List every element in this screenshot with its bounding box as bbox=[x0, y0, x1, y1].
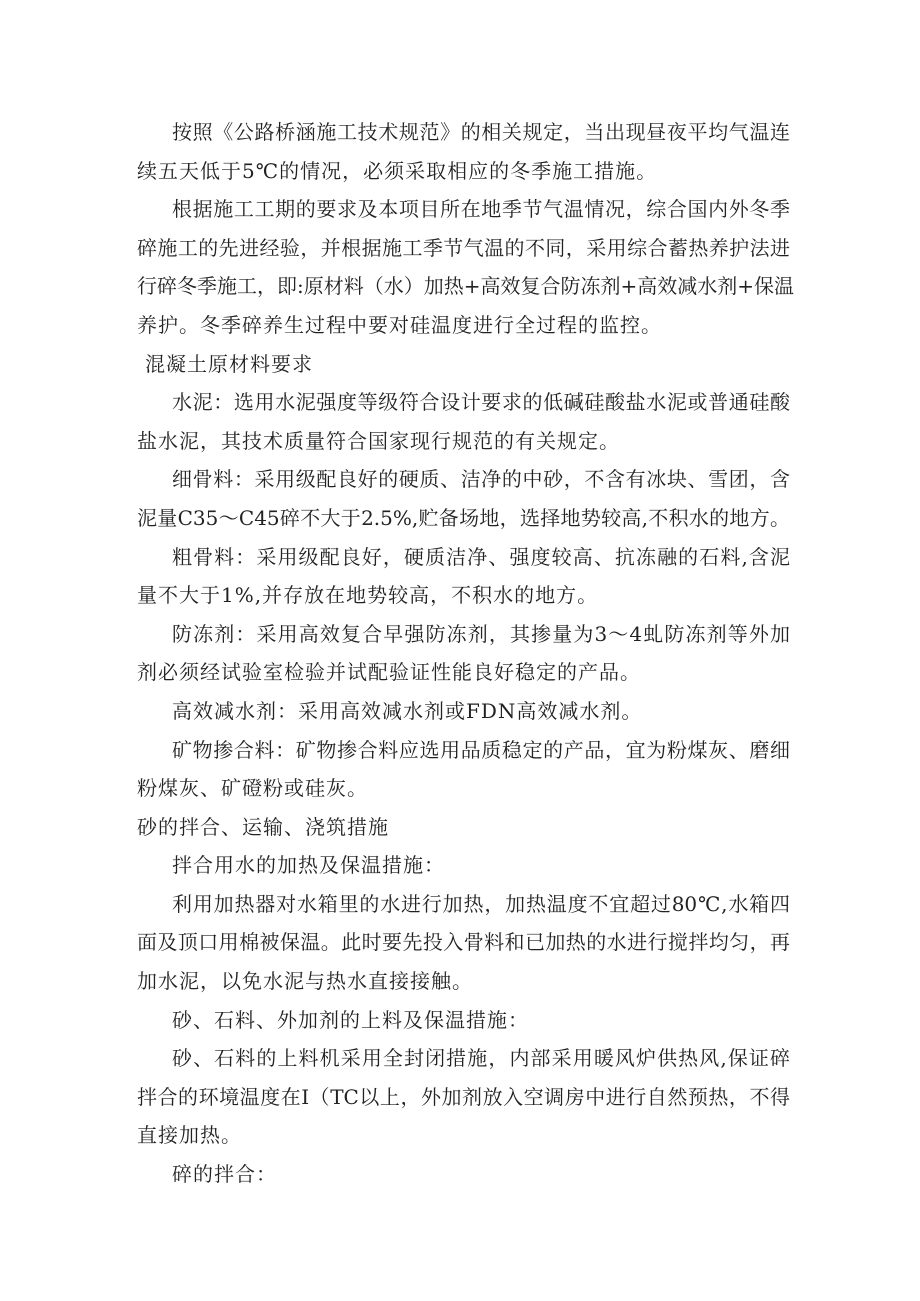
paragraph-line: 粗骨料：采用级配良好，硬质洁净、强度较高、抗冻融的石料,含泥 bbox=[172, 544, 790, 569]
section-heading: 混凝土原材料要求 bbox=[145, 351, 313, 376]
paragraph-line: 碎施工的先进经验，并根据施工季节气温的不同，采用综合蓄热养护法进 bbox=[137, 235, 790, 260]
paragraph-line: 碎的拌合： bbox=[172, 1162, 277, 1187]
section-heading: 砂的拌合、运输、浇筑措施 bbox=[137, 814, 389, 839]
paragraph-line: 高效减水剂：采用高效减水剂或FDN高效减水剂。 bbox=[172, 698, 643, 723]
paragraph-line: 盐水泥，其技术质量符合国家现行规范的有关规定。 bbox=[137, 428, 620, 453]
paragraph-line: 水泥：选用水泥强度等级符合设计要求的低碱硅酸盐水泥或普通硅酸 bbox=[172, 390, 790, 415]
paragraph-line: 量不大于1%,并存放在地势较高，不积水的地方。 bbox=[137, 583, 599, 608]
paragraph-line: 防冻剂：采用高效复合早强防冻剂，其掺量为3～4虬防冻剂等外加 bbox=[172, 621, 790, 646]
paragraph-line: 加水泥，以免水泥与热水直接接触。 bbox=[137, 969, 473, 994]
paragraph-line: 剂必须经试验室检验并试配验证性能良好稳定的产品。 bbox=[137, 660, 641, 685]
paragraph-line: 拌合用水的加热及保温措施： bbox=[172, 853, 445, 878]
paragraph-line: 直接加热。 bbox=[137, 1123, 242, 1148]
paragraph-line: 按照《公路桥涵施工技术规范》的相关规定，当出现昼夜平均气温连 bbox=[172, 120, 790, 144]
paragraph-line: 砂、石料、外加剂的上料及保温措施： bbox=[172, 1007, 529, 1032]
paragraph-line: 根据施工工期的要求及本项目所在地季节气温情况，综合国内外冬季 bbox=[172, 197, 790, 222]
document-page bbox=[0, 113, 920, 1194]
paragraph-line: 拌合的环境温度在I（TC以上，外加剂放入空调房中进行自然预热，不得 bbox=[137, 1084, 790, 1109]
paragraph-line: 利用加热器对水箱里的水进行加热，加热温度不宜超过80℃,水箱四 bbox=[172, 891, 790, 916]
paragraph-line: 泥量C35～C45碎不大于2.5%,贮备场地，选择地势较高,不积水的地方。 bbox=[137, 505, 790, 530]
paragraph-line: 续五天低于5℃的情况，必须采取相应的冬季施工措施。 bbox=[137, 158, 658, 183]
paragraph-line: 细骨料：采用级配良好的硬质、洁净的中砂，不含有冰块、雪团，含 bbox=[172, 467, 790, 492]
paragraph-line: 粉煤灰、矿磴粉或硅灰。 bbox=[137, 776, 368, 801]
paragraph-line: 砂、石料的上料机采用全封闭措施，内部采用暖风炉供热风,保证碎 bbox=[172, 1046, 790, 1071]
paragraph-line: 行碎冬季施工，即:原材料（水）加热+高效复合防冻剂+高效减水剂+保温 bbox=[137, 274, 795, 299]
paragraph-line: 矿物掺合料：矿物掺合料应选用品质稳定的产品，宜为粉煤灰、磨细 bbox=[172, 737, 790, 762]
paragraph-line: 面及顶口用棉被保温。此时要先投入骨料和已加热的水进行搅拌均匀，再 bbox=[137, 930, 790, 955]
paragraph-line: 养护。冬季碎养生过程中要对硅温度进行全过程的监控。 bbox=[137, 312, 662, 337]
